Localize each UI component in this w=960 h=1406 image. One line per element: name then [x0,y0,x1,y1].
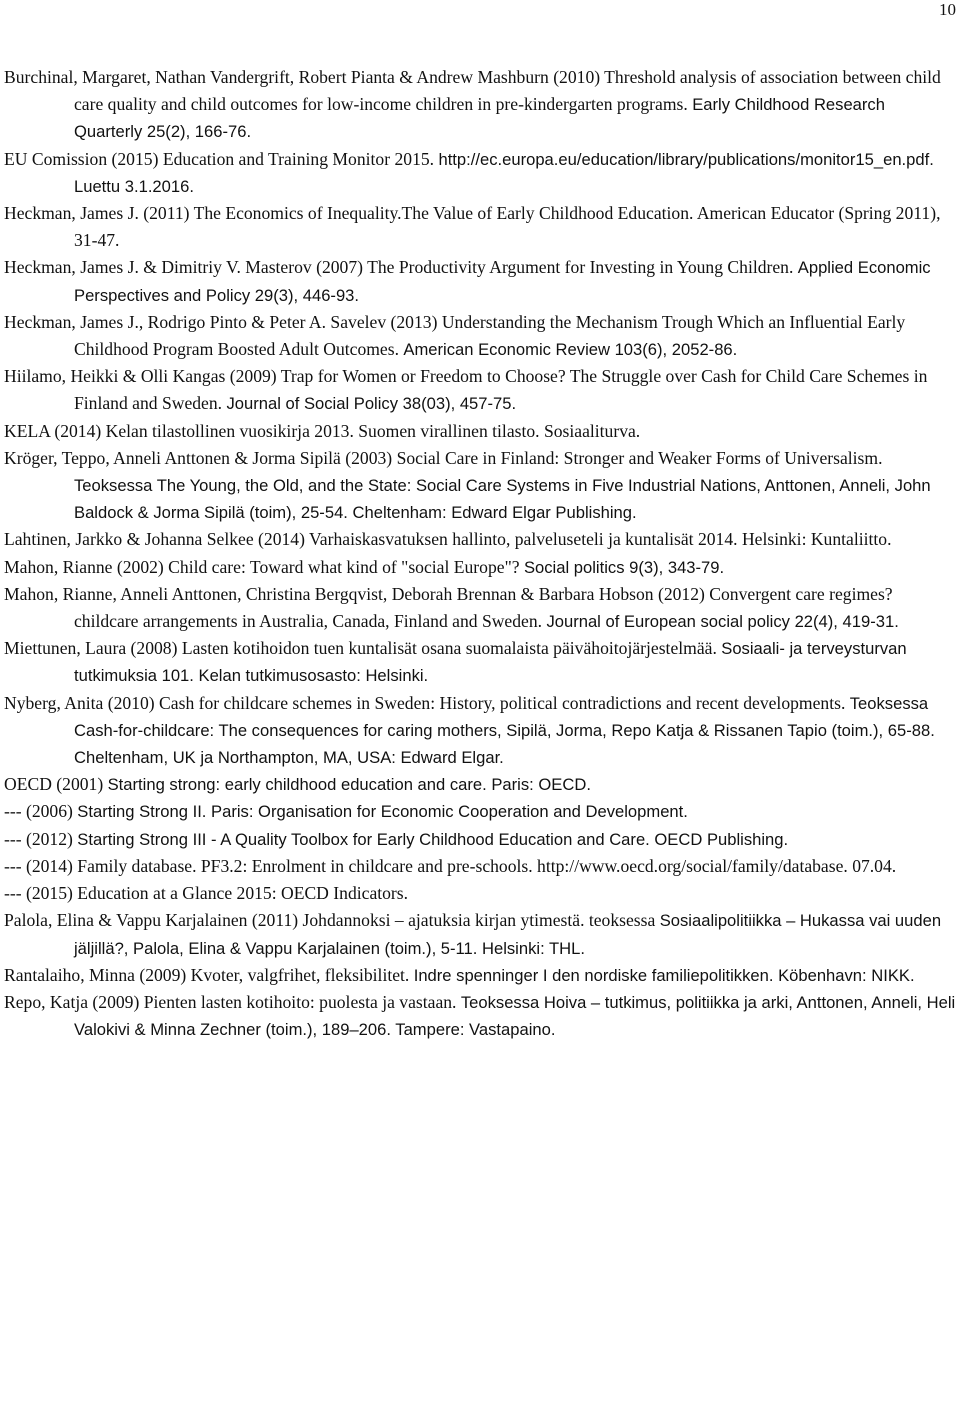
reference-source: Social politics 9(3), 343-79. [523,557,725,577]
reference-entry [4,853,956,880]
reference-entry [4,635,956,689]
reference-source: Starting strong: early childhood education and care. Paris: OECD. [107,775,591,795]
reference-entry [4,146,956,200]
reference-entry [4,254,956,308]
reference-source: Journal of European social policy 22(4), 419-31. [546,612,899,632]
reference-entry [4,989,956,1043]
reference-text: Mahon, Rianne (2002) Child care: Toward what kind of "social Europe"? [4,556,524,577]
reference-text: Heckman, James J. & Dimitriy V. Masterov (2007) The Productivity Argument for Investing in Young Children. [4,257,798,278]
reference-entry [4,690,956,772]
reference-text: Hiilamo, Heikki & Olli Kangas (2009) Trap for Women or Freedom to Choose? The Struggle over Cash for Child Care Schemes in Finland and Sweden. [4,366,928,414]
reference-entry [4,309,956,363]
reference-source: Early Childhood Research Quarterly 25(2), 166-76. [74,95,885,142]
reference-list [4,64,956,1043]
reference-text: Palola, Elina & Vappu Karjalainen (2011) Johdannoksi – ajatuksia kirjan ytimestä. teoksessa [4,910,660,931]
reference-source: Applied Economic Perspectives and Policy 29(3), 446-93. [74,258,931,305]
reference-entry [4,445,956,527]
reference-text: Lahtinen, Jarkko & Johanna Selkee (2014) Varhaiskasvatuksen hallinto, palveluseteli ja kuntalisät 2014. Helsinki: Kuntaliitto. [4,529,892,550]
reference-text: Heckman, James J. (2011) The Economics of Inequality.The Value of Early Childhood Education. American Educator (Spring 2011), 31-47. [4,203,941,251]
reference-source: American Economic Review 103(6), 2052-86. [403,340,738,360]
reference-entry [4,771,956,798]
reference-text: EU Comission (2015) Education and Training Monitor 2015. [4,148,439,169]
reference-source: Sosiaalipolitiikka – Hukassa vai uuden jäljillä?, Palola, Elina & Vappu Karjalainen (toim.), 5-11. Helsinki: THL. [74,911,942,958]
reference-entry [4,798,956,825]
reference-source: Starting Strong III - A Quality Toolbox for Early Childhood Education and Care. OECD Publishing. [77,829,789,849]
reference-text: Rantalaiho, Minna (2009) Kvoter, valgfrihet, fleksibilitet. [4,964,414,985]
reference-entry [4,418,956,445]
reference-entry [4,880,956,907]
reference-entry [4,581,956,635]
reference-entry [4,363,956,417]
reference-entry [4,962,956,989]
reference-source: Teoksessa Hoiva – tutkimus, politiikka ja arki, Anttonen, Anneli, Heli Valokivi & Minna Zechner (toim.), 189–206. Tampere: Vastapaino. [74,992,956,1040]
reference-text: --- (2015) Education at a Glance 2015: OECD Indicators. [4,883,409,904]
reference-entry [4,907,956,961]
reference-source: Starting Strong II. Paris: Organisation for Economic Cooperation and Development. [77,802,688,822]
reference-source: Journal of Social Policy 38(03), 457-75. [226,394,517,414]
page-number: 10 [939,0,956,19]
reference-text: OECD (2001) [4,774,108,795]
reference-entry [4,64,956,146]
reference-text: Heckman, James J., Rodrigo Pinto & Peter A. Savelev (2013) Understanding the Mechanism Trough Which an Influential Early Childhood Program Boosted Adult Outcomes. [4,311,906,360]
reference-source: http://ec.europa.eu/education/library/publications/monitor15_en.pdf. Luettu 3.1.2016. [74,149,934,196]
reference-source: Teoksessa The Young, the Old, and the State: Social Care Systems in Five Industrial Nations, Anttonen, Anneli, John Baldock & Jorma Sipilä (toim), 25-54. Cheltenham: Edward Elgar Publishing. [74,476,931,523]
reference-source: Teoksessa Cash-for-childcare: The consequences for caring mothers, Sipilä, Jorma, Repo Katja & Rissanen Tapio (toim.), 65-88. Cheltenham, UK ja Northampton, MA, USA: Edward Elgar. [74,693,935,768]
reference-text: --- (2006) [4,801,78,822]
reference-text: Miettunen, Laura (2008) Lasten kotihoidon tuen kuntalisät osana suomalaista päivähoitojärjestelmää. [4,638,722,659]
reference-entry [4,826,956,853]
reference-text: Repo, Katja (2009) Pienten lasten kotihoito: puolesta ja vastaan. [4,991,461,1012]
reference-text: --- (2012) [4,828,78,849]
reference-entry [4,526,956,553]
reference-text: Nyberg, Anita (2010) Cash for childcare schemes in Sweden: History, political contradictions and recent developments. [4,692,850,713]
reference-entry [4,554,956,581]
reference-text: --- (2014) Family database. PF3.2: Enrolment in childcare and pre-schools. http://www.oecd.org/social/family/database. 07.04. [4,855,897,876]
reference-entry [4,200,956,254]
reference-source: Indre spenninger I den nordiske familiepolitikken. Köbenhavn: NIKK. [413,965,915,985]
reference-text: Burchinal, Margaret, Nathan Vandergrift, Robert Pianta & Andrew Mashburn (2010) Threshold analysis of association between child care quality and child outcomes for low-income children in pre-kindergarten programs. [4,67,941,115]
reference-text: Mahon, Rianne, Anneli Anttonen, Christina Bergqvist, Deborah Brennan & Barbara Hobson (2012) Convergent care regimes? childcare arrangements in Australia, Canada, Finland and Sweden. [4,583,893,632]
reference-text: Kröger, Teppo, Anneli Anttonen & Jorma Sipilä (2003) Social Care in Finland: Stronger and Weaker Forms of Universalism. [4,447,883,468]
reference-text: KELA (2014) Kelan tilastollinen vuosikirja 2013. Suomen virallinen tilasto. Sosiaaliturva. [4,420,641,441]
reference-source: Sosiaali- ja terveysturvan tutkimuksia 101. Kelan tutkimusosasto: Helsinki. [74,639,907,686]
